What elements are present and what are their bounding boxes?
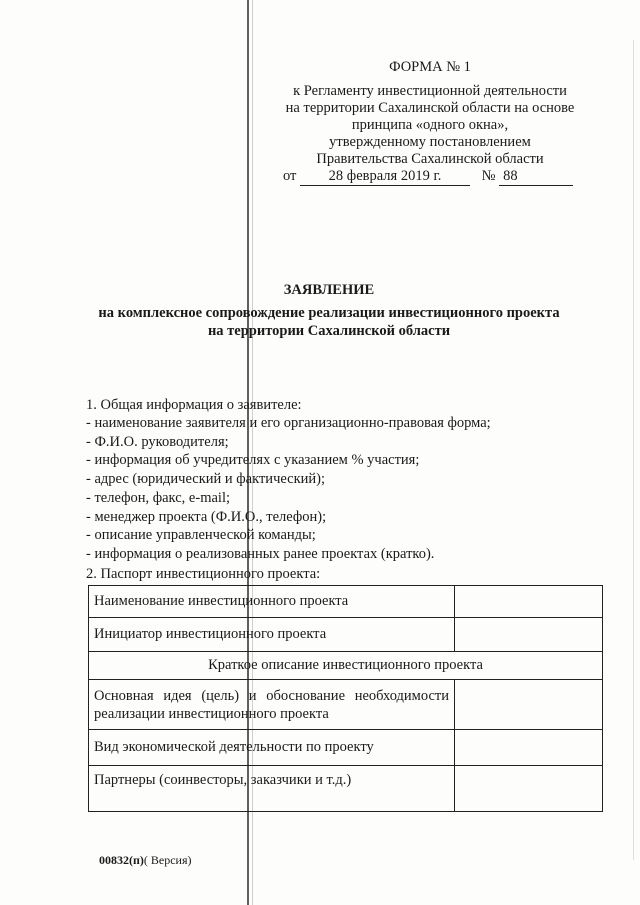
table-row: [89, 618, 603, 652]
passport-table: [88, 585, 603, 812]
table-row: [89, 680, 603, 730]
section2-heading: 2. Паспорт инвестиционного проекта:: [86, 566, 321, 582]
footer-code-number: 00832(п): [99, 853, 144, 867]
footer-code: [99, 853, 192, 868]
row-label: Вид экономической деятельности по проекту: [89, 730, 455, 766]
from-label: от: [283, 168, 297, 184]
row-value: [455, 730, 603, 766]
table-row: [89, 586, 603, 618]
header-line-1: к Регламенту инвестиционной деятельности: [293, 83, 567, 99]
date-number-line: [283, 167, 573, 186]
list-item: - наименование заявителя и его организационно-правовая форма;: [86, 415, 491, 431]
row-value: [455, 618, 603, 652]
list-item: - Ф.И.О. руководителя;: [86, 433, 229, 450]
statement-heading: ЗАЯВЛЕНИЕ: [283, 282, 375, 298]
table-row: [89, 766, 603, 812]
row-value: [455, 586, 603, 618]
list-item: - адрес (юридический и фактический);: [86, 471, 326, 488]
statement-subtitle-2: на территории Сахалинской области: [207, 323, 451, 339]
section-row-label: Краткое описание инвестиционного проекта: [89, 652, 603, 680]
list-item: - описание управленческой команды;: [86, 527, 316, 544]
row-label: Партнеры (соинвесторы, заказчики и т.д.): [89, 766, 455, 812]
date-field: 28 февраля 2019 г.: [300, 167, 470, 186]
section1-heading: 1. Общая информация о заявителе:: [86, 397, 302, 413]
footer-version: ( Версия): [143, 853, 192, 867]
number-label: №: [481, 168, 496, 184]
table-row: [89, 652, 603, 680]
row-label: Основная идея (цель) и обоснование необходимости реализации инвестиционного проекта: [89, 680, 455, 730]
row-label: Инициатор инвестиционного проекта: [89, 618, 455, 652]
page-edge-shadow: [633, 40, 634, 860]
header-line-4: утвержденному постановлением: [329, 134, 531, 150]
section1-list: [86, 414, 491, 564]
table-row: [89, 730, 603, 766]
row-value: [455, 680, 603, 730]
list-item: - менеджер проекта (Ф.И.О., телефон);: [86, 508, 327, 525]
form-title: ФОРМА № 1: [389, 59, 471, 75]
statement-subtitle-1: на комплексное сопровождение реализации инвестиционного проекта: [98, 305, 560, 321]
list-item: - информация об учредителях с указанием % участия;: [86, 452, 420, 469]
header-line-2: на территории Сахалинской области на основе: [285, 100, 575, 116]
header-line-3: принципа «одного окна»,: [351, 117, 509, 133]
row-label: Наименование инвестиционного проекта: [89, 586, 455, 618]
list-item: - телефон, факс, e-mail;: [86, 489, 230, 506]
header-line-5: Правительства Сахалинской области: [316, 151, 544, 167]
list-item: - информация о реализованных ранее проектах (кратко).: [86, 545, 435, 562]
row-value: [455, 766, 603, 812]
number-field: 88: [499, 167, 573, 186]
